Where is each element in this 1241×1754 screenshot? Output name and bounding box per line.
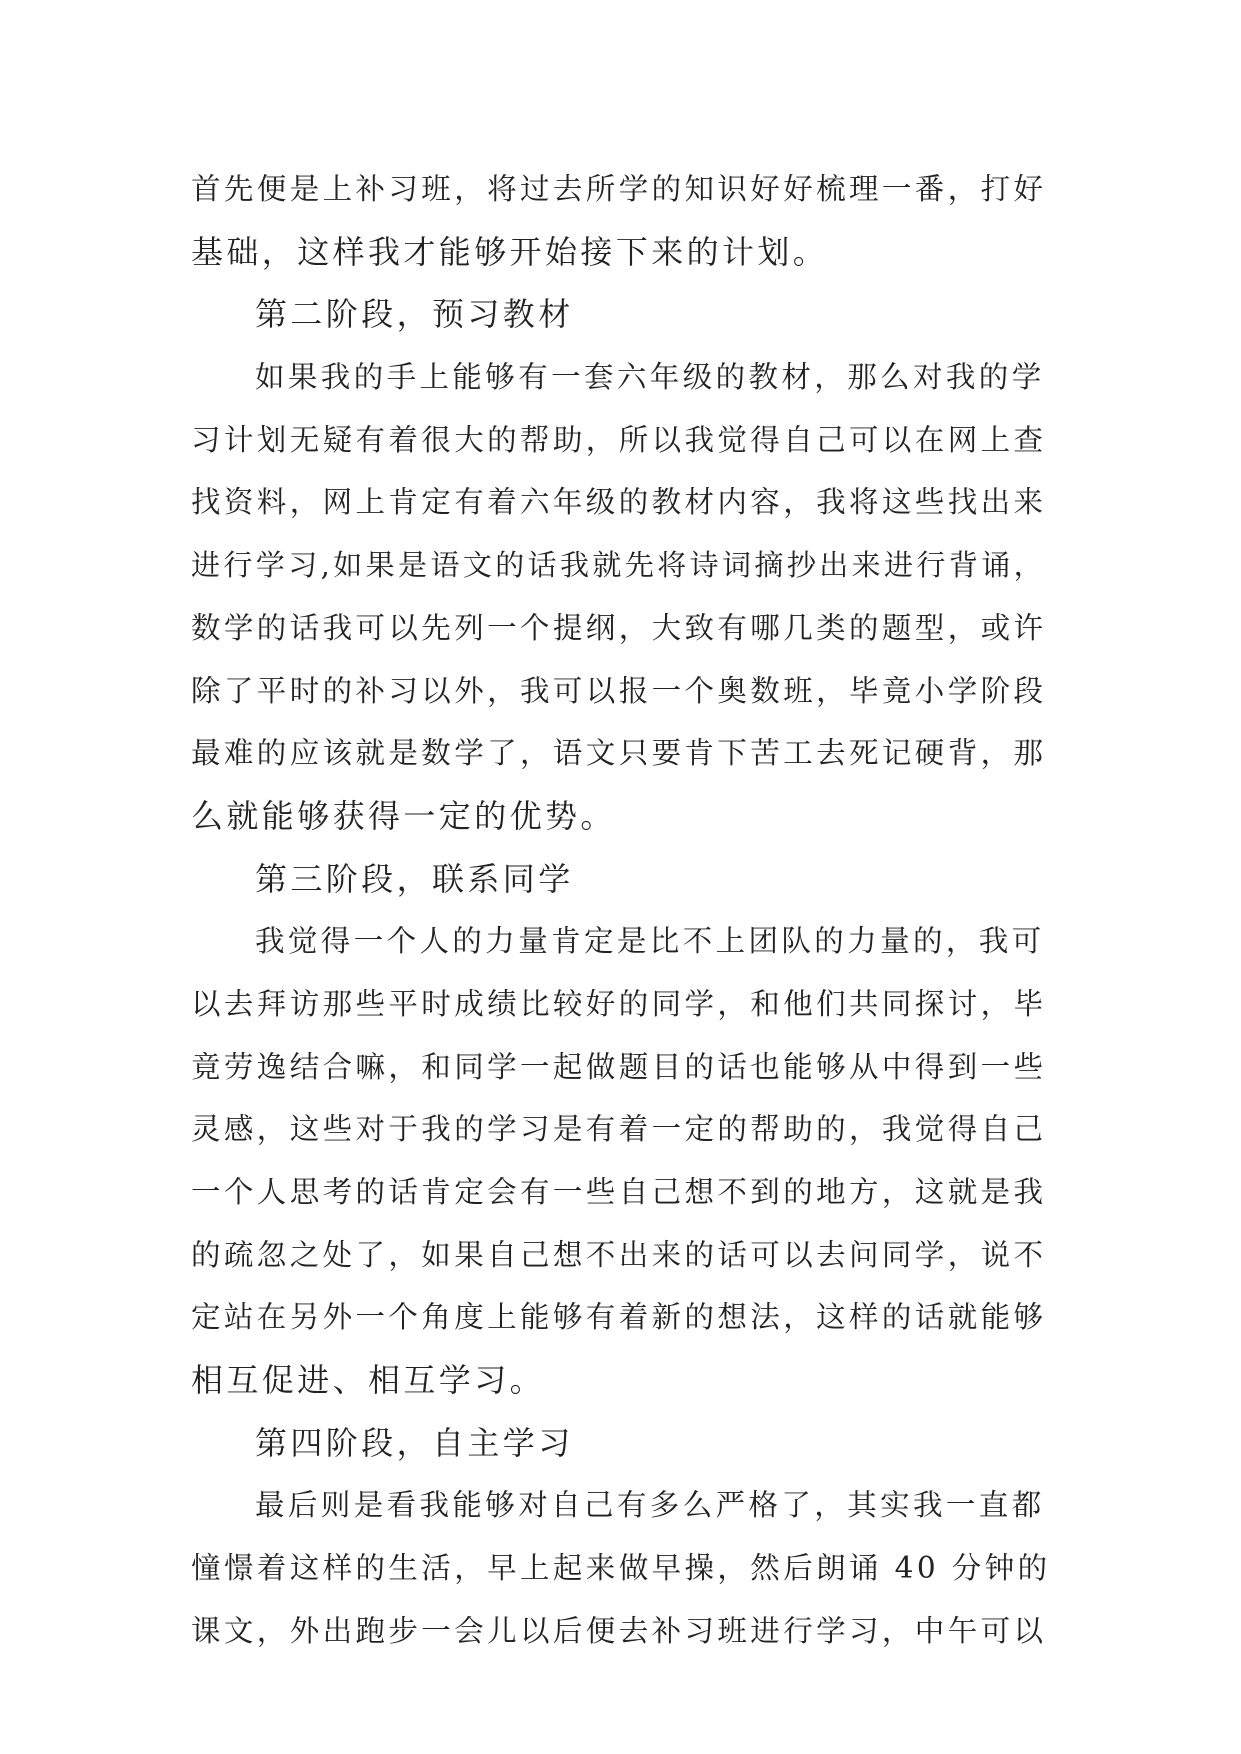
text-line: 习计划无疑有着很大的帮助，所以我觉得自己可以在网上查 [191,422,1047,457]
text-line: 除了平时的补习以外，我可以报一个奥数班，毕竟小学阶段 [191,673,1047,708]
text-line: 憧憬着这样的生活，早上起来做早操，然后朗诵 40 分钟的 [191,1551,1051,1586]
text-line: 的疏忽之处了，如果自己想不出来的话可以去问同学，说不 [191,1237,1047,1272]
text-line: 课文，外出跑步一会儿以后便去补习班进行学习，中午可以 [191,1613,1047,1648]
text-line: 数学的话我可以先列一个提纲，大致有哪几类的题型，或许 [191,610,1047,645]
text-line: 首先便是上补习班，将过去所学的知识好好梳理一番，打好 [191,172,1047,206]
paragraph-start-line: 第四阶段，自主学习 [255,1423,574,1462]
paragraph-start-line: 第三阶段，联系同学 [255,859,574,898]
text-line: 相互促进、相互学习。 [191,1361,546,1400]
text-line: 一个人思考的话肯定会有一些自己想不到的地方，这就是我 [191,1175,1047,1209]
text-line: 灵感，这些对于我的学习是有着一定的帮助的，我觉得自己 [191,1112,1047,1147]
text-line: 竟劳逸结合嘛，和同学一起做题目的话也能够从中得到一些 [191,1049,1047,1084]
text-line: 找资料，网上肯定有着六年级的教材内容，我将这些找出来 [191,485,1047,520]
paragraph-start-line: 如果我的手上能够有一套六年级的教材，那么对我的学 [255,360,1045,395]
text-line: 进行学习,如果是语文的话我就先将诗词摘抄出来进行背诵， [191,548,1047,583]
text-line: 基础，这样我才能够开始接下来的计划。 [191,232,829,271]
paragraph-start-line: 我觉得一个人的力量肯定是比不上团队的力量的，我可 [255,924,1045,959]
paragraph-start-line: 最后则是看我能够对自己有多么严格了，其实我一直都 [255,1488,1045,1523]
text-line: 么就能够获得一定的优势。 [191,796,616,835]
text-line: 最难的应该就是数学了，语文只要肯下苦工去死记硬背，那 [191,736,1047,771]
paragraph-start-line: 第二阶段，预习教材 [255,295,574,334]
text-line: 定站在另外一个角度上能够有着新的想法，这样的话就能够 [191,1300,1047,1335]
document-body [191,158,1053,1663]
text-line: 以去拜访那些平时成绩比较好的同学，和他们共同探讨，毕 [191,986,1047,1021]
